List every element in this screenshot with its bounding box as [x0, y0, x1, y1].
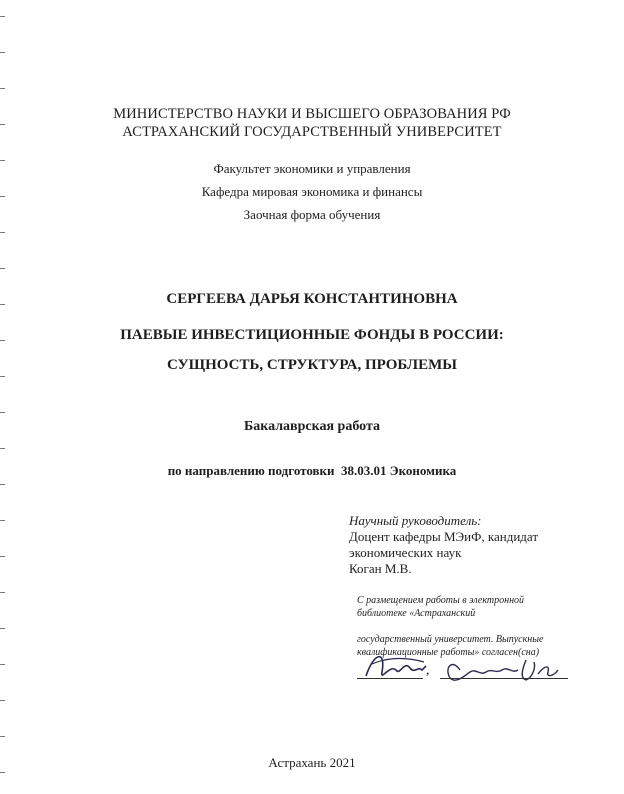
consent-line-3: государственный университет. Выпускные	[357, 634, 544, 645]
thesis-title-line-1: ПАЕВЫЕ ИНВЕСТИЦИОННЫЕ ФОНДЫ В РОССИИ:	[120, 327, 504, 343]
signature-line-left	[357, 678, 423, 679]
author-name: СЕРГЕЕВА ДАРЬЯ КОНСТАНТИНОВНА	[166, 291, 458, 307]
university-name: АСТРАХАНСКИЙ ГОСУДАРСТВЕННЫЙ УНИВЕРСИТЕТ	[122, 124, 502, 140]
faculty-name: Факультет экономики и управления	[213, 161, 411, 176]
supervisor-position: Доцент кафедры МЭиФ, кандидат	[349, 529, 539, 544]
city-year: Астрахань 2021	[268, 755, 356, 770]
study-form: Заочная форма обучения	[243, 207, 381, 222]
ministry-name: МИНИСТЕРСТВО НАУКИ И ВЫСШЕГО ОБРАЗОВАНИЯ РФ	[113, 106, 511, 122]
consent-line-2: библиотеке «Астраханский	[357, 608, 476, 619]
thesis-title-line-2: СУЩНОСТЬ, СТРУКТУРА, ПРОБЛЕМЫ	[166, 357, 457, 373]
department-name: Кафедра мировая экономика и финансы	[201, 184, 423, 199]
supervisor-role-label: Научный руководитель:	[349, 513, 482, 528]
supervisor-name: Коган М.В.	[349, 561, 412, 576]
signature-separator: ,	[426, 663, 430, 678]
supervisor-block	[349, 513, 599, 577]
consent-line-4: квалификационные работы» согласен(сна)	[357, 647, 540, 658]
study-direction: по направлению подготовки 38.03.01 Экономика	[167, 463, 457, 478]
handwritten-signature	[360, 646, 570, 692]
consent-line-1: С размещением работы в электронной	[357, 595, 525, 606]
supervisor-degree: экономических наук	[349, 545, 462, 560]
signature-line-right	[440, 678, 568, 679]
work-type: Бакалаврская работа	[243, 419, 381, 434]
